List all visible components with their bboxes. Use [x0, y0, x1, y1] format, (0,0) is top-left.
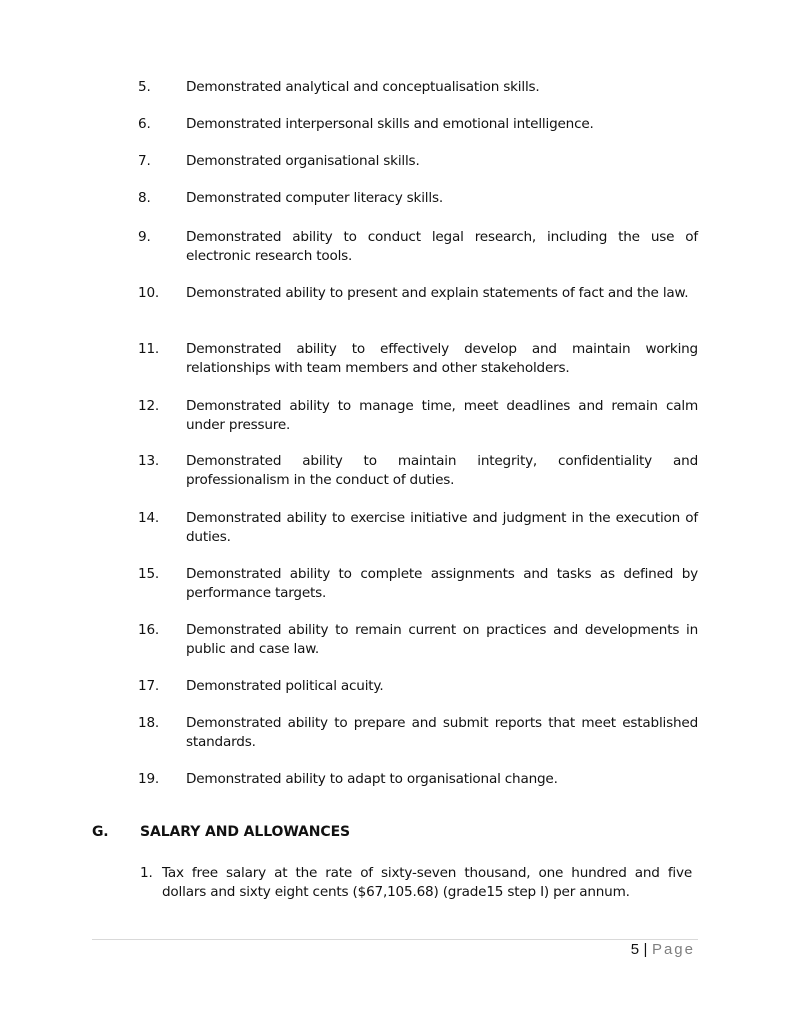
list-item-number: 7.	[138, 153, 151, 169]
list-item-text: Demonstrated political acuity.	[186, 678, 384, 694]
list-item-text: Demonstrated interpersonal skills and emotional intelligence.	[186, 116, 594, 132]
list-item	[138, 189, 698, 208]
section-letter: G.	[92, 824, 109, 840]
footer-separator: |	[643, 941, 648, 958]
salary-list-item	[140, 864, 692, 902]
list-item	[138, 565, 698, 603]
list-item	[138, 397, 698, 435]
list-item-number: 5.	[138, 79, 151, 95]
list-item-number: 18.	[138, 715, 160, 731]
list-item	[138, 228, 698, 266]
list-item-text: Demonstrated ability to maintain integrity, confidentiality and professionalism in the conduct of duties.	[186, 453, 698, 488]
list-item-text: Demonstrated organisational skills.	[186, 153, 420, 169]
list-item-number: 12.	[138, 398, 160, 414]
list-item-number: 11.	[138, 341, 160, 357]
list-item-number: 9.	[138, 229, 151, 245]
list-item-text: Demonstrated ability to present and explain statements of fact and the law.	[186, 285, 689, 301]
list-item-text: Demonstrated ability to exercise initiative and judgment in the execution of duties.	[186, 510, 698, 545]
list-item-text: Demonstrated ability to effectively develop and maintain working relationships with team members and other stakeholders.	[186, 341, 698, 376]
page-number: 5	[630, 941, 640, 958]
list-item-number: 8.	[138, 190, 151, 206]
list-item-number: 17.	[138, 678, 160, 694]
list-item	[138, 677, 698, 696]
list-item-number: 14.	[138, 510, 160, 526]
section-heading: SALARY AND ALLOWANCES	[140, 824, 351, 840]
page-label: Page	[651, 941, 695, 958]
list-item-text: Tax free salary at the rate of sixty-seven thousand, one hundred and five dollars and sixty eight cents ($67,105.68) (grade15 step I) per annum.	[162, 865, 692, 900]
list-item-text: Demonstrated ability to complete assignments and tasks as defined by performance targets.	[186, 566, 698, 601]
list-item	[138, 78, 698, 97]
list-item	[138, 621, 698, 659]
page-footer	[631, 941, 695, 958]
list-item-text: Demonstrated computer literacy skills.	[186, 190, 443, 206]
list-item-text: Demonstrated ability to adapt to organisational change.	[186, 771, 558, 787]
list-item	[138, 714, 698, 752]
list-item-text: Demonstrated ability to manage time, meet deadlines and remain calm under pressure.	[186, 398, 698, 433]
list-item-number: 15.	[138, 566, 160, 582]
list-item	[138, 509, 698, 547]
list-item-number: 6.	[138, 116, 151, 132]
list-item	[138, 152, 698, 171]
list-item-text: Demonstrated ability to conduct legal research, including the use of electronic research tools.	[186, 229, 698, 264]
list-item	[138, 340, 698, 378]
footer-divider	[92, 939, 698, 940]
list-item	[138, 284, 698, 303]
list-item-number: 1.	[140, 865, 153, 881]
list-item-number: 19.	[138, 771, 160, 787]
list-item	[138, 115, 698, 134]
list-item-number: 10.	[138, 285, 160, 301]
list-item	[138, 452, 698, 490]
list-item-number: 13.	[138, 453, 160, 469]
list-item-text: Demonstrated ability to remain current on practices and developments in public and case law.	[186, 622, 698, 657]
list-item	[138, 770, 698, 789]
list-item-text: Demonstrated ability to prepare and submit reports that meet established standards.	[186, 715, 698, 750]
list-item-number: 16.	[138, 622, 160, 638]
list-item-text: Demonstrated analytical and conceptualisation skills.	[186, 79, 540, 95]
